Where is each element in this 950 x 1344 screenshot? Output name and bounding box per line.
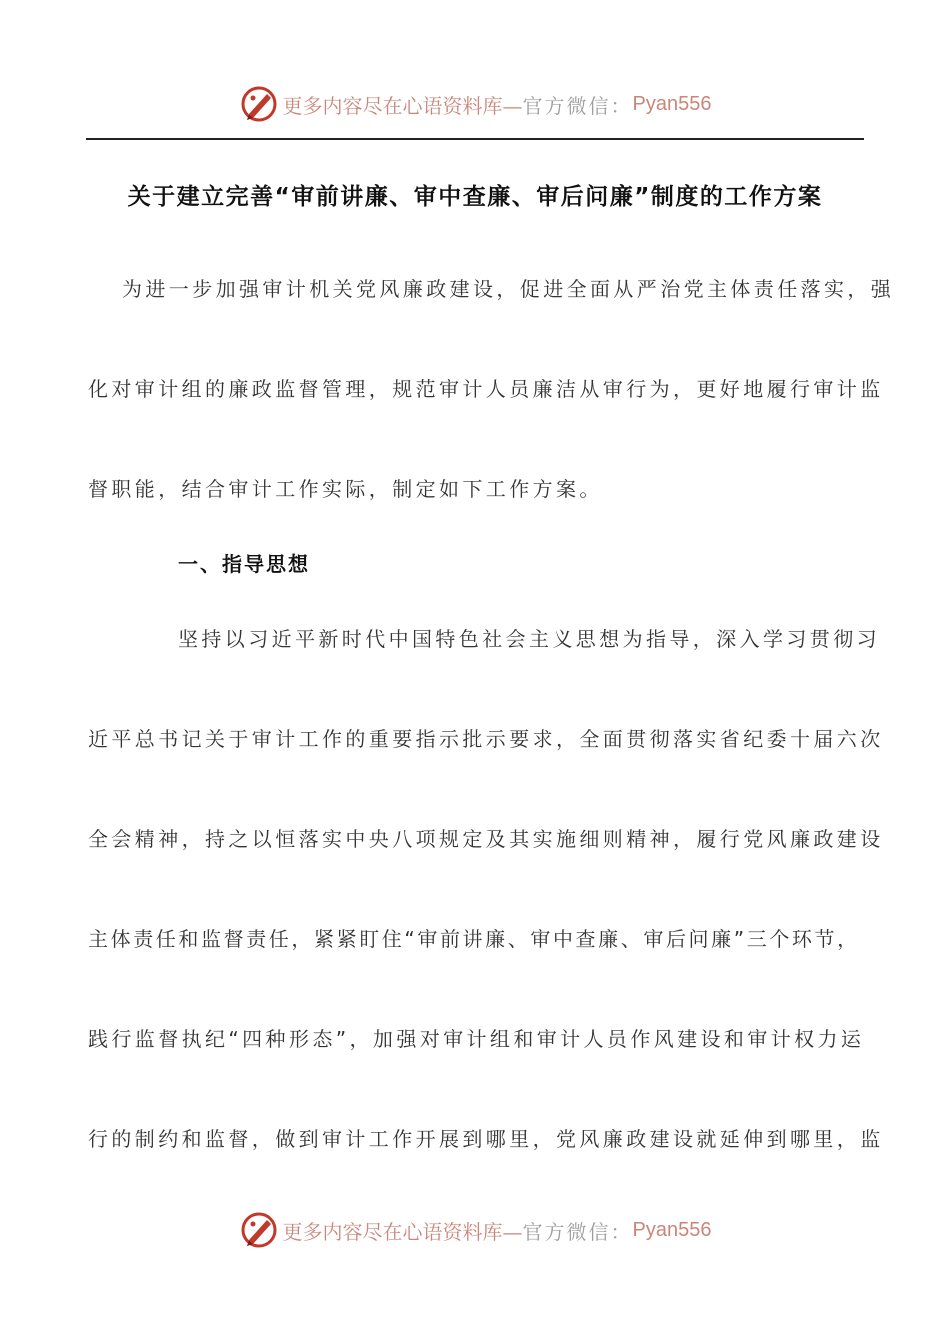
pen-logo-icon bbox=[239, 84, 279, 124]
paragraph-line: 近平总书记关于审计工作的重要指示批示要求，全面贯彻落实省纪委十届六次 bbox=[88, 727, 884, 751]
section-heading: 一、指导思想 bbox=[178, 552, 310, 576]
banner-site-text: 更多内容尽在心语资料库— bbox=[282, 93, 523, 118]
banner-wechat-label: 官方微信： bbox=[522, 93, 633, 118]
banner-site-text: 更多内容尽在心语资料库— bbox=[282, 1219, 523, 1244]
paragraph-line: 行的制约和监督，做到审计工作开展到哪里，党风廉政建设就延伸到哪里，监 bbox=[88, 1127, 884, 1151]
header-divider bbox=[86, 138, 864, 140]
paragraph-line: 全会精神，持之以恒落实中央八项规定及其实施细则精神，履行党风廉政建设 bbox=[88, 827, 884, 851]
pen-logo-icon bbox=[239, 1210, 279, 1250]
banner-wechat-label: 官方微信： bbox=[522, 1219, 633, 1244]
banner-wechat-id: Pyan556 bbox=[632, 92, 712, 115]
header-banner bbox=[0, 82, 950, 126]
paragraph-line: 督职能，结合审计工作实际，制定如下工作方案。 bbox=[88, 477, 603, 501]
document-title: 关于建立完善“审前讲廉、审中查廉、审后问廉”制度的工作方案 bbox=[127, 184, 823, 210]
footer-banner bbox=[0, 1208, 950, 1252]
paragraph-line: 坚持以习近平新时代中国特色社会主义思想为指导，深入学习贯彻习 bbox=[178, 627, 880, 651]
banner-wechat-id: Pyan556 bbox=[632, 1218, 712, 1241]
paragraph-line: 主体责任和监督责任，紧紧盯住“审前讲廉、审中查廉、审后问廉”三个环节， bbox=[88, 927, 860, 951]
paragraph-line: 践行监督执纪“四种形态”，加强对审计组和审计人员作风建设和审计权力运 bbox=[88, 1027, 865, 1051]
paragraph-line: 化对审计组的廉政监督管理，规范审计人员廉洁从审行为，更好地履行审计监 bbox=[88, 377, 884, 401]
paragraph-line: 为进一步加强审计机关党风廉政建设，促进全面从严治党主体责任落实，强 bbox=[122, 277, 895, 301]
